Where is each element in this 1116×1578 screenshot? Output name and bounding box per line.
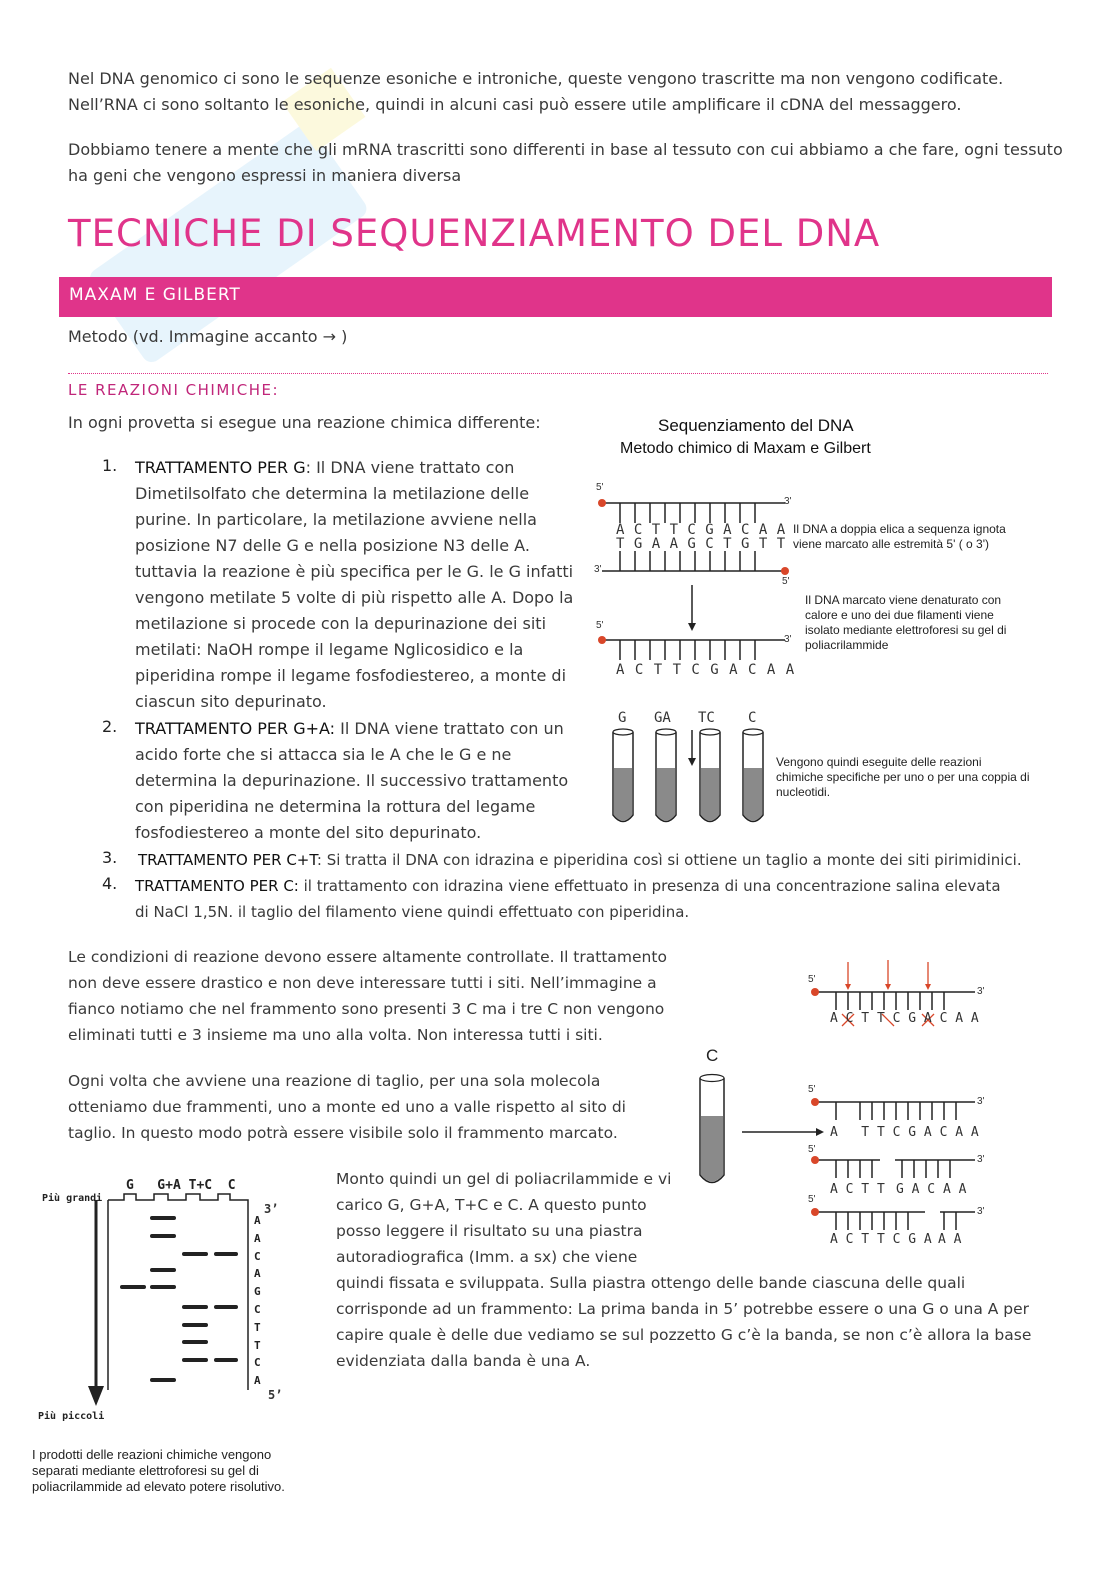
intro-line-2: Nell’RNA ci sono soltanto le esoniche, quindi in alcuni casi può essere utile amplificare il cDNA del messaggero. — [68, 95, 962, 114]
end-5-bottom: 5' — [782, 576, 790, 587]
frag3-end5: 5' — [808, 1194, 816, 1205]
list-item-4 — [135, 873, 1001, 925]
para-line: non deve essere drastico e non deve interessare tutti i siti. Nell’immagine a — [68, 974, 657, 992]
seq-letter: T — [254, 1338, 261, 1352]
end-5-top: 5' — [596, 482, 604, 493]
end-5-single: 5' — [596, 620, 604, 631]
seq-single: A C T T C G A C A A — [616, 662, 796, 678]
section-band-label: MAXAM E GILBERT — [69, 285, 241, 305]
list-item-3-title: TRATTAMENTO PER C+T — [138, 851, 317, 869]
list-num-4: 4. — [102, 874, 118, 893]
caption-line: poliacrilammide — [805, 638, 889, 652]
cleavage-seq: A C T T C G A C A A — [830, 1011, 979, 1026]
gel-end5: 5’ — [268, 1388, 283, 1402]
gel-label-bigger: Più grandi — [42, 1193, 103, 1204]
list-item-1-line: Dimetilsolfato che determina la metilazione delle — [135, 484, 530, 503]
list-num-1: 1. — [102, 456, 118, 475]
list-item-1-line: ciascun sito depurinato. — [135, 692, 327, 711]
list-item-1-line: posizione N7 delle G e nella posizione N3 delle A. — [135, 536, 530, 555]
seq-letter: T — [254, 1320, 261, 1334]
frag2-end5: 5' — [808, 1144, 816, 1155]
para-line: Monto quindi un gel di poliacrilammide e vi — [336, 1170, 672, 1188]
frag2-end3: 3' — [977, 1154, 985, 1165]
caption-line: Il DNA a doppia elica a sequenza ignota — [793, 522, 1006, 536]
list-item-4-line: il trattamento con idrazina viene effettuato in presenza di una concentrazione salina elevata — [298, 877, 1001, 895]
intro-line-4: ha geni che vengono espressi in maniera diversa — [68, 166, 462, 185]
para-line: evidenziata dalla banda è una A. — [336, 1352, 591, 1370]
figure-maxam-gilbert — [580, 410, 1060, 830]
list-item-3 — [138, 847, 1022, 873]
list-item-2-line: con piperidina ne determina la rottura del legame — [135, 797, 536, 816]
end-3-top: 3' — [784, 496, 792, 507]
intro-line-1: Nel DNA genomico ci sono le sequenze esoniche e introniche, queste vengono trascritte ma non vengono codificate. — [68, 69, 1004, 88]
fragment-2a: A C T T — [830, 1182, 885, 1197]
caption-line: calore e uno dei due filamenti viene — [805, 608, 994, 622]
tube-label-g: G — [618, 710, 627, 726]
para-line: corrisponde ad un frammento: La prima banda in 5’ potrebbe essere o una G o una A per — [336, 1300, 1030, 1318]
gel-lane-labels: G G+A T+C C — [126, 1178, 236, 1193]
list-item-2-line: fosfodiestereo a monte del sito depurinato. — [135, 823, 482, 842]
fragment-2b: G A C A A — [896, 1182, 967, 1197]
list-item-2 — [135, 716, 568, 846]
para-line: capire quale è delle due vediamo se sul pozzetto G c’è la banda, se non c’è allora la base — [336, 1326, 1032, 1344]
fragment-3a: A C T T C G A — [830, 1232, 932, 1247]
figure-gel — [30, 1170, 330, 1510]
tube-label-tc: TC — [698, 710, 715, 726]
para-line: otteniamo due frammenti, uno a monte ed uno a valle rispetto al sito di — [68, 1098, 626, 1116]
seq-letter: A — [254, 1374, 261, 1388]
list-item-1-line: metilati: NaOH rompe il legame Nglicosidico e la — [135, 640, 524, 659]
list-item-2-line: acido forte che si attacca sia le A che le G e ne — [135, 745, 512, 764]
list-item-4-title: TRATTAMENTO PER C: — [135, 877, 299, 895]
para-line: taglio. In questo modo potrà essere visibile solo il frammento marcato. — [68, 1124, 618, 1142]
fragment-3b: A A — [938, 1232, 962, 1247]
caption-line: isolato mediante elettroforesi su gel di — [805, 623, 1007, 637]
cleavage-tube-label: C — [706, 1046, 719, 1065]
para-line: posso leggere il risultato su una piastra — [336, 1222, 643, 1240]
seq-top: A C T T C G A C A A — [616, 522, 786, 538]
gel-label-smaller: Più piccoli — [38, 1411, 105, 1422]
para-taglio — [68, 1068, 626, 1146]
intro-line-3: Dobbiamo tenere a mente che gli mRNA trascritti sono differenti in base al tessuto con cui abbiamo a che fare, ogni tessuto — [68, 140, 1063, 159]
end-3-bottom: 3' — [594, 564, 602, 575]
list-item-2-title: TRATTAMENTO PER G+A: — [135, 719, 336, 738]
section-band — [59, 277, 1052, 317]
figure-title: Sequenziamento del DNA — [658, 416, 854, 435]
figure-cleavage — [690, 950, 1000, 1250]
list-item-1-line: tuttavia la reazione è più specifica per le G. le G infatti — [135, 562, 574, 581]
list-item-3-line: : Si tratta il DNA con idrazina e piperidina così si ottiene un taglio a monte dei siti pirimidinici. — [316, 851, 1022, 869]
para-line: carico G, G+A, T+C e C. A questo punto — [336, 1196, 647, 1214]
caption-line: Il DNA marcato viene denaturato con — [805, 593, 1002, 607]
list-item-1 — [135, 455, 573, 715]
tube-label-c: C — [748, 710, 757, 726]
gel-end3: 3’ — [264, 1202, 279, 1216]
para-line: fianco notiamo che nel frammento sono presenti 3 C ma i tre C non vengono — [68, 1000, 665, 1018]
method-line: Metodo (vd. Immagine accanto → ) — [68, 327, 348, 346]
seq-letter: G — [254, 1285, 261, 1299]
seq-letter: A — [254, 1214, 261, 1227]
caption-line: viene marcato alle estremità 5' ( o 3') — [793, 537, 989, 551]
list-item-2-line: Il DNA viene trattato con un — [335, 719, 564, 738]
dotted-divider — [68, 373, 1048, 374]
seq-letter: A — [254, 1231, 261, 1245]
para-conditions — [68, 944, 667, 1048]
frag-end3: 3' — [977, 1096, 985, 1107]
list-item-1-line: piperidina rompe il legame fosfodiestereo, a monte di — [135, 666, 567, 685]
frag3-end3: 3' — [977, 1206, 985, 1217]
gel-caption — [32, 1447, 285, 1495]
list-num-2: 2. — [102, 717, 118, 736]
list-item-4-line: di NaCl 1,5N. il taglio del filamento viene quindi effettuato con piperidina. — [135, 903, 690, 921]
caption-line: separati mediante elettroforesi su gel di — [32, 1463, 259, 1478]
subheading: LE REAZIONI CHIMICHE: — [68, 381, 280, 399]
seq-letter: C — [254, 1249, 261, 1263]
list-item-1-line: vengono metilate 5 volte di più rispetto alle A. Dopo la — [135, 588, 574, 607]
caption-line: chimiche specifiche per uno o per una coppia di — [776, 770, 1030, 784]
para-line: eliminati tutti e 3 insieme ma uno alla volta. Non interessa tutti i siti. — [68, 1026, 603, 1044]
tube-label-ga: GA — [654, 710, 671, 726]
caption-line: I prodotti delle reazioni chimiche vengono — [32, 1447, 272, 1462]
list-item-1-line: : Il DNA viene trattato con — [305, 458, 515, 477]
caption-line: poliacrilammide ad elevato potere risolutivo. — [32, 1479, 285, 1494]
gel-sequence — [254, 1212, 261, 1390]
para-line: autoradiografica (Imm. a sx) che viene — [336, 1248, 638, 1266]
seq-letter: A — [254, 1267, 261, 1281]
cleavage-diagram — [690, 950, 1000, 1250]
list-item-1-line: metilazione si procede con la depurinazione dei siti — [135, 614, 547, 633]
list-item-2-line: determina la depurinazione. Il successivo trattamento — [135, 771, 569, 790]
seq-letter: C — [254, 1356, 261, 1370]
figure-subtitle: Metodo chimico di Maxam e Gilbert — [620, 440, 871, 457]
fragment-1: A T T C G A C A A — [830, 1125, 979, 1140]
caption-line: Vengono quindi eseguite delle reazioni — [776, 755, 982, 769]
seq-bottom: T G A A G C T G T T — [616, 536, 786, 552]
caption-2 — [805, 593, 1006, 653]
para-line: Le condizioni di reazione devono essere altamente controllate. Il trattamento — [68, 948, 667, 966]
cleavage-end5: 5' — [808, 974, 816, 985]
caption-line: nucleotidi. — [776, 785, 831, 799]
cleavage-end3: 3' — [977, 986, 985, 997]
para-line: Ogni volta che avviene una reazione di taglio, per una sola molecola — [68, 1072, 601, 1090]
frag-end5: 5' — [808, 1084, 816, 1095]
para-line: quindi fissata e sviluppata. Sulla piastra ottengo delle bande ciascuna delle quali — [336, 1274, 966, 1292]
caption-1 — [793, 522, 1006, 552]
caption-3 — [776, 755, 1030, 800]
list-num-3: 3. — [102, 848, 118, 867]
end-3-single: 3' — [784, 634, 792, 645]
list-item-1-title: TRATTAMENTO PER G — [135, 458, 306, 477]
page-title: TECNICHE DI SEQUENZIAMENTO DEL DNA — [68, 212, 881, 255]
lead-line: In ogni provetta si esegue una reazione chimica differente: — [68, 413, 541, 432]
seq-letter: C — [254, 1302, 261, 1316]
list-item-1-line: purine. In particolare, la metilazione avviene nella — [135, 510, 537, 529]
